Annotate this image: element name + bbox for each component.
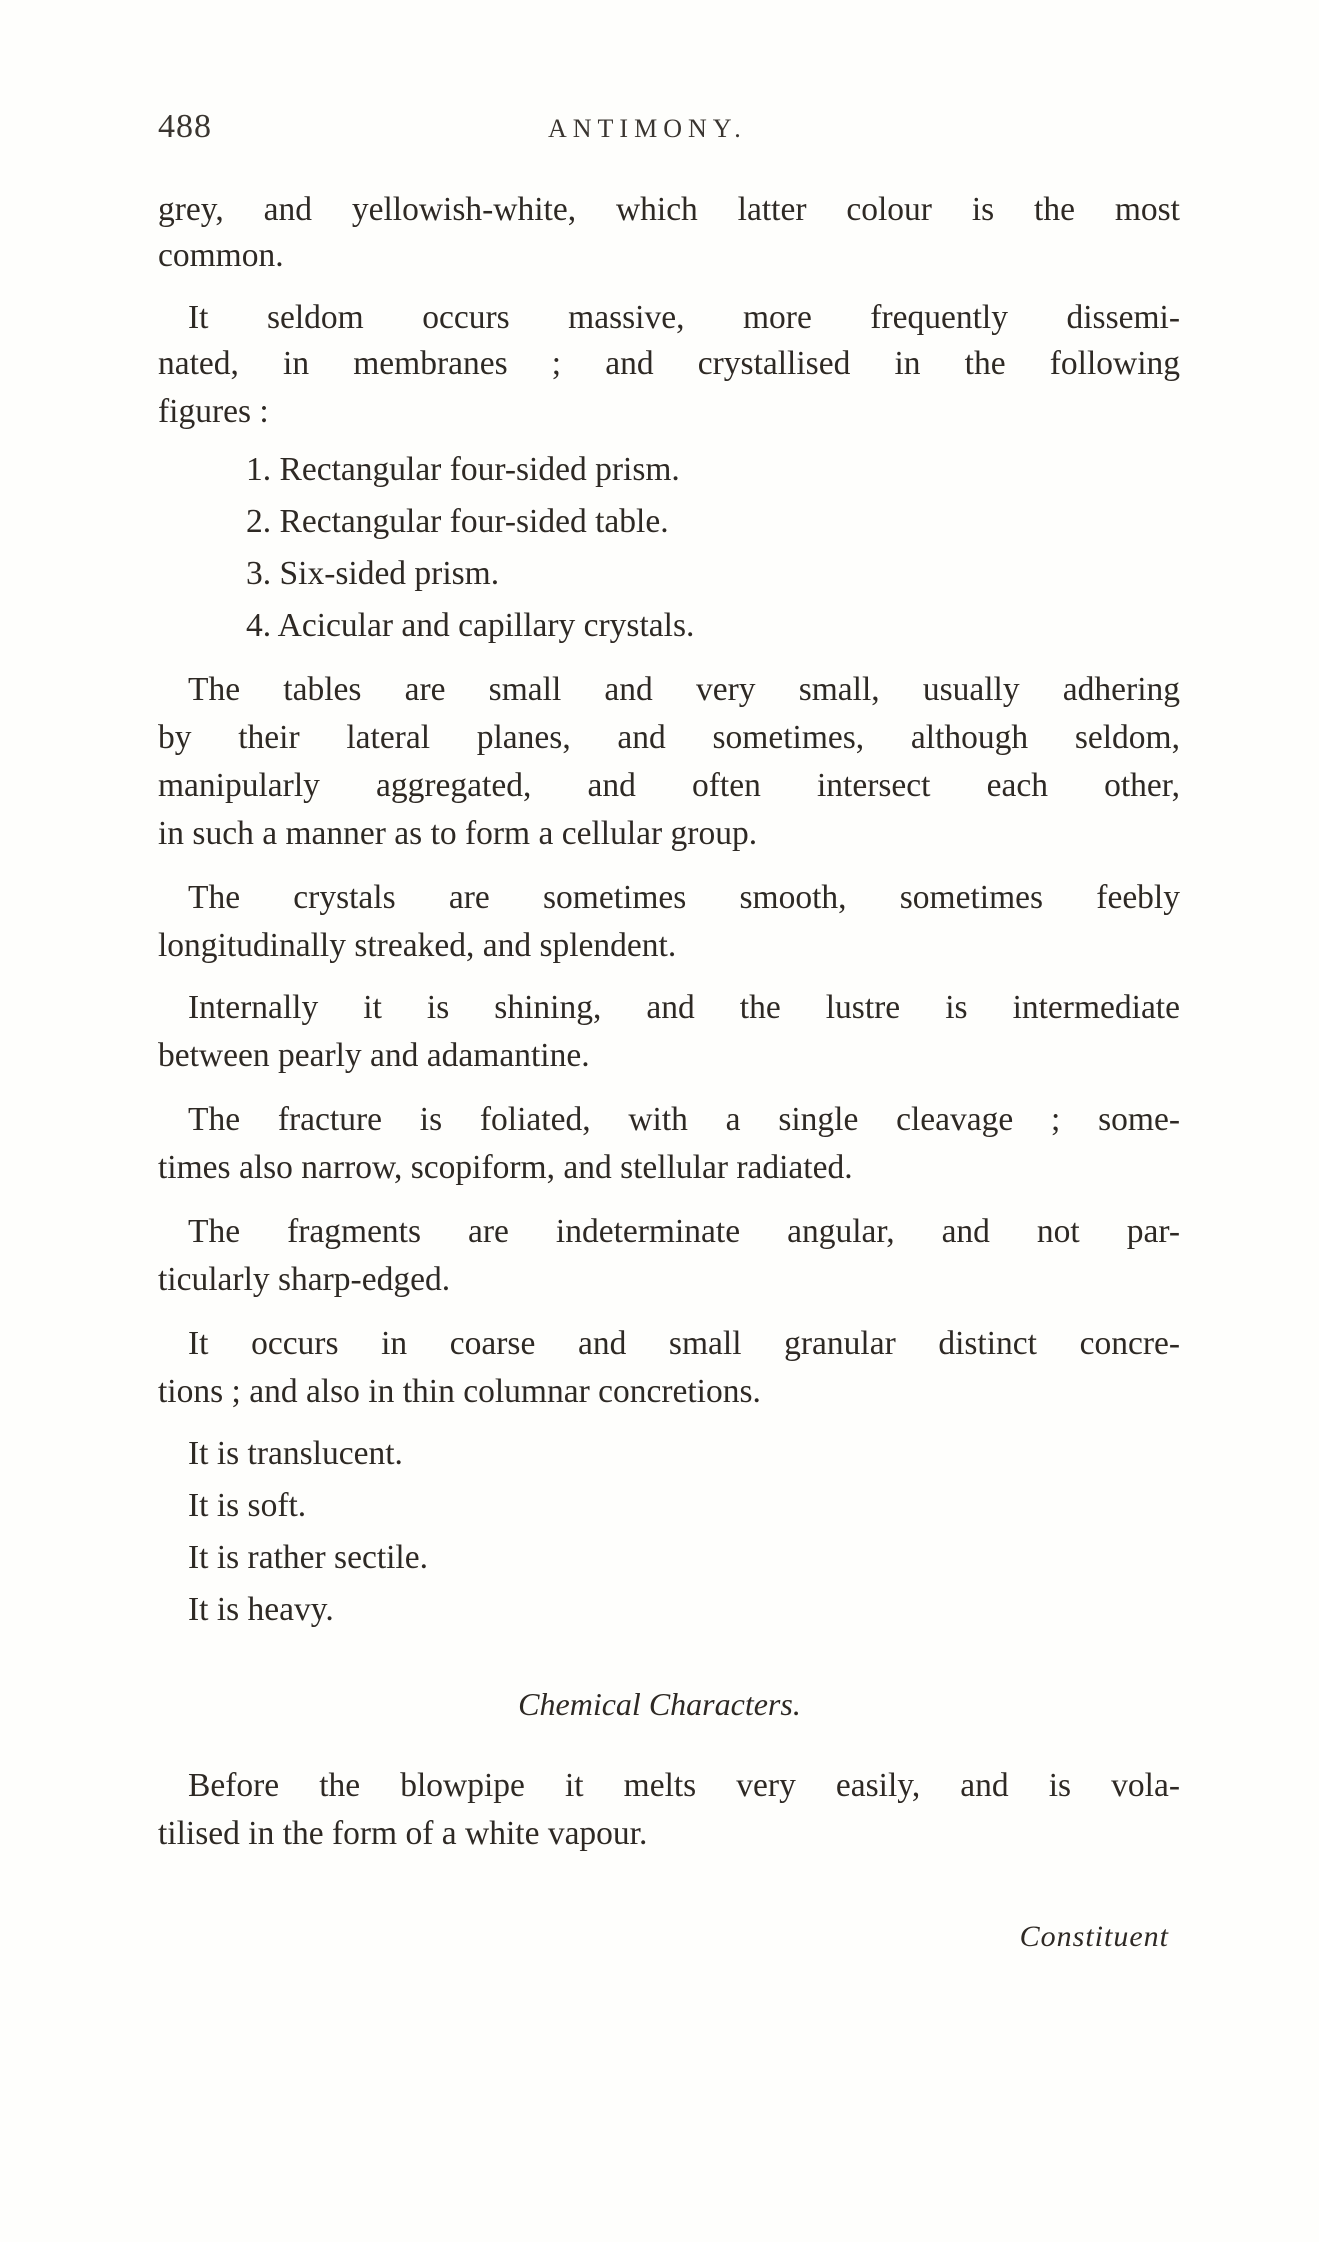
text-line: The fragments are indeterminate angular, and not par-	[188, 1213, 1180, 1250]
text-line: It is rather sectile.	[188, 1539, 428, 1576]
list-item: 3. Six-sided prism.	[246, 555, 500, 592]
text-line: between pearly and adamantine.	[158, 1037, 590, 1074]
text-line: It is soft.	[188, 1487, 307, 1524]
text-line: manipularly aggregated, and often intersect each other,	[158, 767, 1180, 804]
text-line: tilised in the form of a white vapour.	[158, 1815, 648, 1852]
text-line: times also narrow, scopiform, and stellular radiated.	[158, 1149, 853, 1186]
text-line: It occurs in coarse and small granular distinct concre-	[188, 1325, 1180, 1362]
text-line: longitudinally streaked, and splendent.	[158, 927, 677, 964]
text-line: Before the blowpipe it melts very easily, and is vola-	[188, 1767, 1180, 1804]
catchword: Constituent	[1019, 1920, 1169, 1953]
page-header	[158, 108, 1158, 158]
text-line: nated, in membranes ; and crystallised in the following	[158, 345, 1180, 382]
text-line: common.	[158, 237, 284, 274]
text-line: figures :	[158, 393, 269, 430]
text-line: Internally it is shining, and the lustre is intermediate	[188, 989, 1180, 1026]
list-item: 2. Rectangular four-sided table.	[246, 503, 669, 540]
text-line: ticularly sharp-edged.	[158, 1261, 451, 1298]
text-line: grey, and yellowish-white, which latter colour is the most	[158, 191, 1180, 228]
text-line: by their lateral planes, and sometimes, although seldom,	[158, 719, 1180, 756]
text-line: It is translucent.	[188, 1435, 403, 1472]
text-line: The crystals are sometimes smooth, sometimes feebly	[188, 879, 1180, 916]
page-number: 488	[158, 108, 212, 145]
text-line: tions ; and also in thin columnar concretions.	[158, 1373, 761, 1410]
text-line: It is heavy.	[188, 1591, 334, 1628]
list-item: 4. Acicular and capillary crystals.	[246, 607, 695, 644]
text-line: The tables are small and very small, usually adhering	[188, 671, 1180, 708]
running-head: ANTIMONY.	[548, 114, 747, 143]
text-line: in such a manner as to form a cellular group.	[158, 815, 758, 852]
text-line: The fracture is foliated, with a single cleavage ; some-	[188, 1101, 1180, 1138]
section-heading: Chemical Characters.	[518, 1686, 801, 1722]
list-item: 1. Rectangular four-sided prism.	[246, 451, 680, 488]
text-line: It seldom occurs massive, more frequently dissemi-	[188, 299, 1180, 336]
